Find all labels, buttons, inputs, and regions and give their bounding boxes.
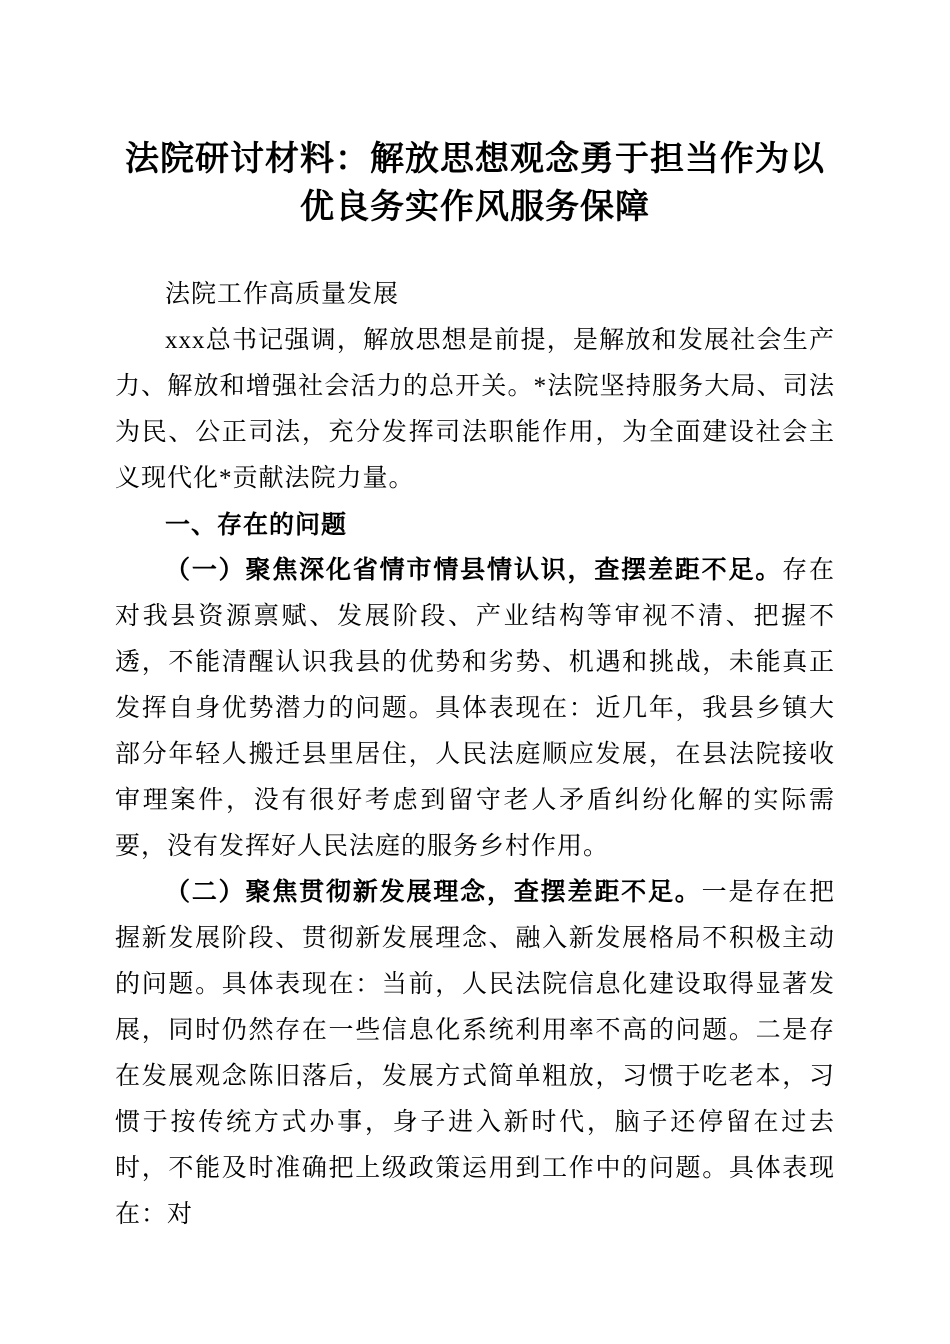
text-segment: xxx总书记强调，解放思想是前提，是解放和发展社会生产力、解放和增强社会活力的总开关。*法院坚持服务大局、司法为民、公正司法，充分发挥司法职能作用，为全面建设社会主义现代化*贡献法院力量。 — [115, 327, 835, 492]
bold-text-segment: （一）聚焦深化省情市情县情认识，查摆差距不足。 — [165, 557, 783, 584]
text-segment: 法院工作高质量发展 — [165, 281, 400, 308]
document-body — [115, 272, 835, 1238]
paragraph — [115, 272, 835, 318]
paragraph — [115, 870, 835, 1238]
text-segment: 一是存在把握新发展阶段、贯彻新发展理念、融入新发展格局不积极主动的问题。具体表现在：当前，人民法院信息化建设取得显著发展，同时仍然存在一些信息化系统利用率不高的问题。二是存在发展观念陈旧落后，发展方式简单粗放，习惯于吃老本，习惯于按传统方式办事，身子进入新时代，脑子还停留在过去时，不能及时准确把上级政策运用到工作中的问题。具体表现在：对 — [115, 879, 835, 1228]
text-segment: 存在对我县资源禀赋、发展阶段、产业结构等审视不清、把握不透，不能清醒认识我县的优势和劣势、机遇和挑战，未能真正发挥自身优势潜力的问题。具体表现在：近几年，我县乡镇大部分年轻人搬迁县里居住，人民法庭顺应发展，在县法院接收审理案件，没有很好考虑到留守老人矛盾纠纷化解的实际需要，没有发挥好人民法庭的服务乡村作用。 — [115, 557, 835, 860]
paragraph — [115, 318, 835, 502]
bold-text-segment: 一、存在的问题 — [165, 511, 348, 539]
bold-text-segment: （二）聚焦贯彻新发展理念，查摆差距不足。 — [165, 879, 702, 906]
section-heading — [115, 502, 835, 548]
document-title: 法院研讨材料：解放思想观念勇于担当作为以优良务实作风服务保障 — [125, 141, 825, 226]
paragraph — [115, 548, 835, 870]
